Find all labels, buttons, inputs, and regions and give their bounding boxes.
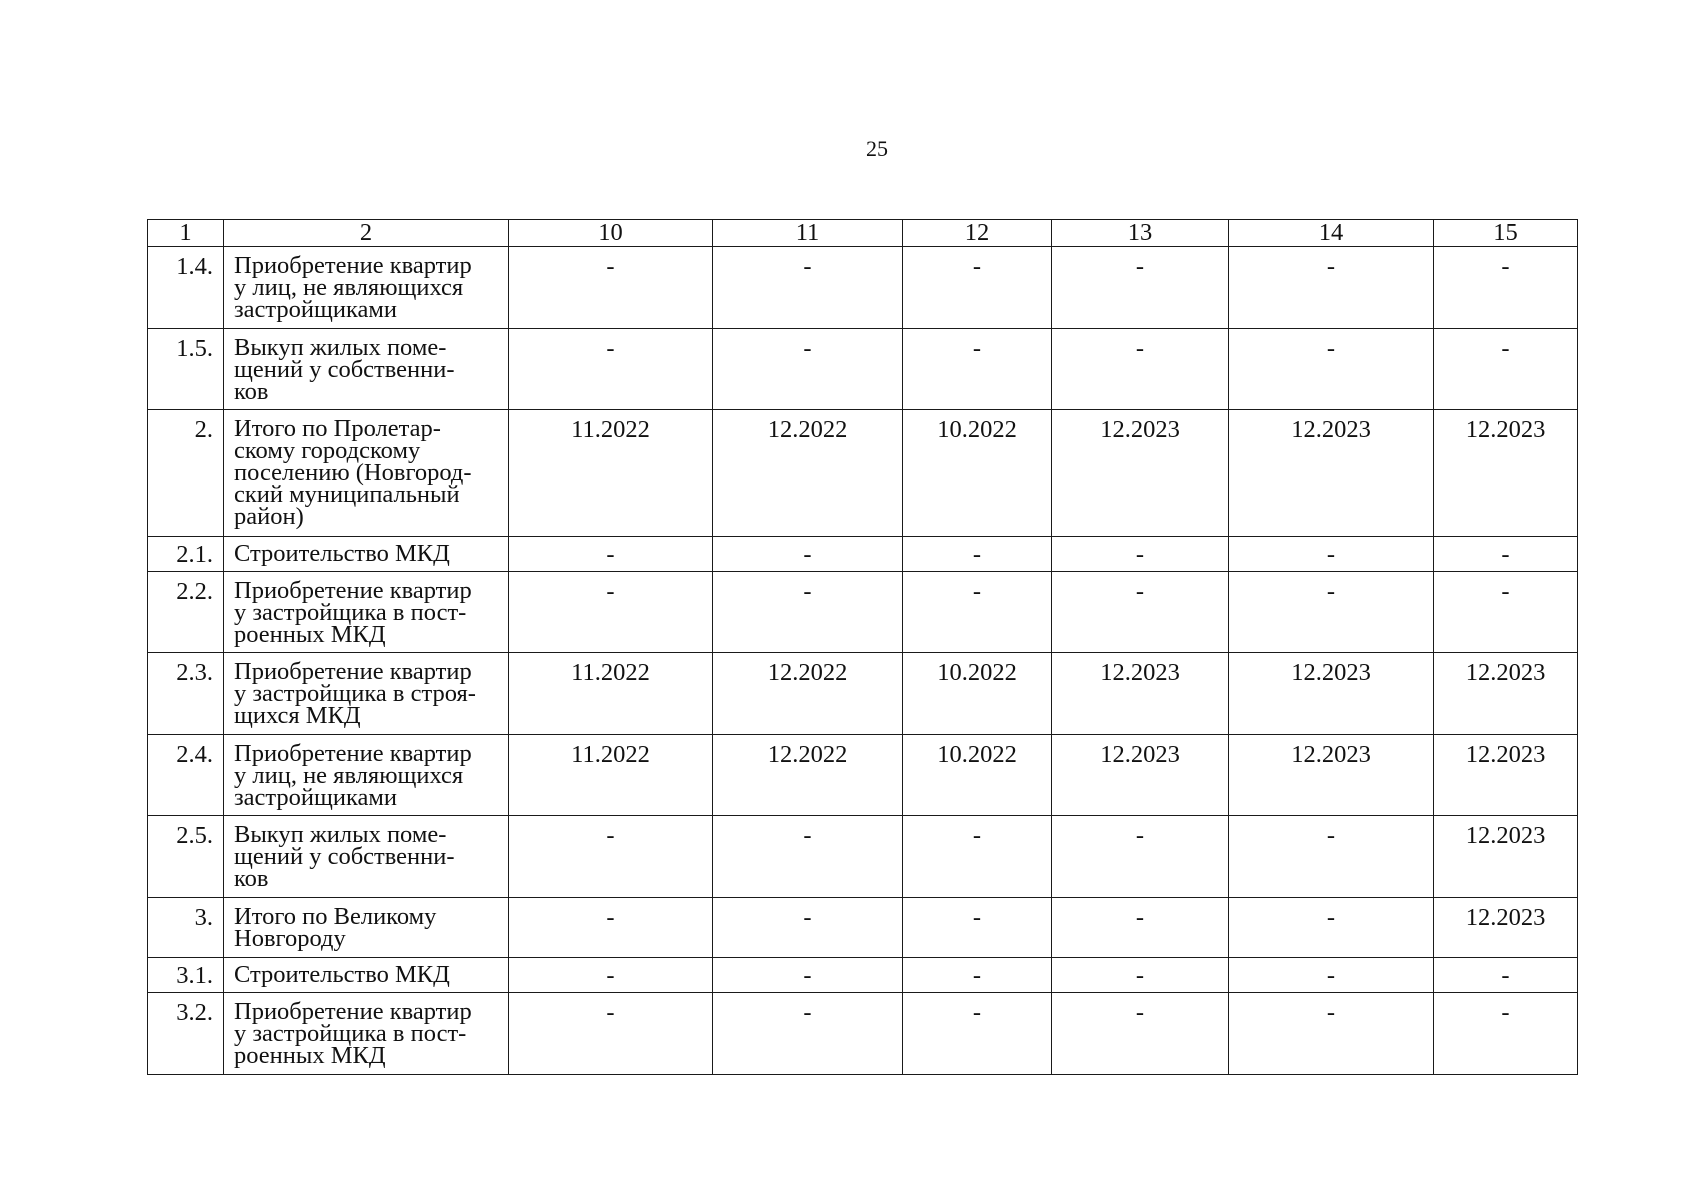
value-cell: 11.2022 — [509, 735, 713, 816]
row-number: 1.5. — [148, 329, 224, 410]
value-cell: - — [1434, 993, 1578, 1075]
value-cell: - — [1052, 247, 1229, 329]
table-row — [148, 329, 1578, 410]
value-cell: - — [1052, 329, 1229, 410]
value-cell: 12.2022 — [713, 410, 903, 537]
value-cell: - — [903, 247, 1052, 329]
row-name — [224, 735, 509, 816]
table-row — [148, 572, 1578, 653]
row-name — [224, 958, 509, 993]
value-cell: 10.2022 — [903, 735, 1052, 816]
header-cell: 13 — [1052, 220, 1229, 247]
value-cell: - — [903, 958, 1052, 993]
table-row — [148, 816, 1578, 898]
row-name-line: Новгороду — [234, 925, 346, 952]
value-cell: - — [713, 993, 903, 1075]
value-cell: - — [903, 329, 1052, 410]
table-row — [148, 958, 1578, 993]
row-name-line: скому городскому — [234, 437, 421, 464]
value-cell: - — [509, 329, 713, 410]
value-cell: 12.2023 — [1052, 735, 1229, 816]
row-name-line: Выкуп жилых поме- — [234, 334, 447, 361]
value-cell: - — [903, 898, 1052, 958]
value-cell: - — [713, 816, 903, 898]
row-name-line: район) — [234, 503, 304, 530]
row-name-line: Приобретение квартир — [234, 740, 472, 767]
row-name-line: у застройщика в пост- — [234, 599, 467, 626]
value-cell: 10.2022 — [903, 410, 1052, 537]
row-name-line: щений у собственни- — [234, 356, 455, 383]
value-cell: - — [903, 572, 1052, 653]
table-row — [148, 898, 1578, 958]
value-cell: - — [713, 898, 903, 958]
value-cell: - — [713, 247, 903, 329]
row-name-line: щихся МКД — [234, 702, 361, 729]
table-row — [148, 735, 1578, 816]
row-name-line: роенных МКД — [234, 1042, 386, 1069]
value-cell: - — [1229, 537, 1434, 572]
value-cell: 12.2023 — [1052, 410, 1229, 537]
value-cell: 10.2022 — [903, 653, 1052, 735]
row-number: 2.2. — [148, 572, 224, 653]
row-name — [224, 247, 509, 329]
row-number: 2.4. — [148, 735, 224, 816]
row-name-line: застройщиками — [234, 784, 398, 811]
table-row — [148, 993, 1578, 1075]
row-number: 2.1. — [148, 537, 224, 572]
value-cell: 12.2022 — [713, 653, 903, 735]
value-cell: - — [1052, 572, 1229, 653]
value-cell: 12.2023 — [1434, 410, 1578, 537]
row-name-line: Приобретение квартир — [234, 577, 472, 604]
row-name — [224, 653, 509, 735]
value-cell: - — [1434, 247, 1578, 329]
value-cell: - — [1434, 537, 1578, 572]
row-number: 3. — [148, 898, 224, 958]
row-name-line: Приобретение квартир — [234, 998, 472, 1025]
value-cell: 11.2022 — [509, 653, 713, 735]
value-cell: 12.2023 — [1052, 653, 1229, 735]
header-cell: 10 — [509, 220, 713, 247]
page-number: 25 — [866, 136, 888, 161]
row-name-line: роенных МКД — [234, 621, 386, 648]
value-cell: - — [1229, 247, 1434, 329]
row-name-line: Выкуп жилых поме- — [234, 821, 447, 848]
row-name-line: щений у собственни- — [234, 843, 455, 870]
value-cell: 11.2022 — [509, 410, 713, 537]
table-header-row — [148, 220, 1578, 247]
row-name-line: ков — [234, 378, 269, 405]
table-row — [148, 537, 1578, 572]
row-name-line: застройщиками — [234, 296, 398, 323]
value-cell: 12.2023 — [1434, 735, 1578, 816]
value-cell: - — [1052, 537, 1229, 572]
row-name — [224, 410, 509, 537]
value-cell: - — [1229, 329, 1434, 410]
value-cell: - — [713, 537, 903, 572]
row-name-line: Приобретение квартир — [234, 658, 472, 685]
value-cell: - — [509, 993, 713, 1075]
value-cell: 12.2023 — [1229, 410, 1434, 537]
row-number: 2.3. — [148, 653, 224, 735]
row-number: 2. — [148, 410, 224, 537]
header-cell: 2 — [224, 220, 509, 247]
value-cell: - — [903, 537, 1052, 572]
row-name — [224, 572, 509, 653]
table-row — [148, 410, 1578, 537]
value-cell: - — [1229, 993, 1434, 1075]
row-name-line: у застройщика в пост- — [234, 1020, 467, 1047]
value-cell: - — [1229, 572, 1434, 653]
value-cell: - — [1229, 898, 1434, 958]
row-number: 3.2. — [148, 993, 224, 1075]
value-cell: - — [1052, 898, 1229, 958]
row-name-line: ков — [234, 865, 269, 892]
header-cell: 14 — [1229, 220, 1434, 247]
value-cell: - — [1052, 816, 1229, 898]
row-name-line: у лиц, не являющихся — [234, 274, 464, 301]
value-cell: 12.2023 — [1434, 653, 1578, 735]
row-name-line: Итого по Великому — [234, 903, 437, 930]
value-cell: 12.2022 — [713, 735, 903, 816]
value-cell: - — [509, 537, 713, 572]
value-cell: - — [509, 572, 713, 653]
row-number: 1.4. — [148, 247, 224, 329]
table-row — [148, 247, 1578, 329]
row-name-line: Строительство МКД — [234, 540, 450, 567]
value-cell: - — [509, 247, 713, 329]
header-cell: 11 — [713, 220, 903, 247]
row-name — [224, 816, 509, 898]
value-cell: - — [509, 816, 713, 898]
row-number: 3.1. — [148, 958, 224, 993]
row-name-line: Приобретение квартир — [234, 252, 472, 279]
value-cell: - — [1434, 572, 1578, 653]
value-cell: - — [1229, 958, 1434, 993]
row-name — [224, 898, 509, 958]
row-name — [224, 329, 509, 410]
schedule-table — [147, 219, 1578, 1075]
header-cell: 15 — [1434, 220, 1578, 247]
row-name-line: Строительство МКД — [234, 961, 450, 988]
header-cell: 12 — [903, 220, 1052, 247]
value-cell: - — [713, 572, 903, 653]
value-cell: - — [1229, 816, 1434, 898]
value-cell: - — [1434, 958, 1578, 993]
value-cell: 12.2023 — [1434, 898, 1578, 958]
value-cell: - — [1052, 993, 1229, 1075]
row-name-line: у лиц, не являющихся — [234, 762, 464, 789]
value-cell: 12.2023 — [1229, 653, 1434, 735]
row-name — [224, 993, 509, 1075]
row-name-line: поселению (Новгород- — [234, 459, 472, 486]
value-cell: - — [1052, 958, 1229, 993]
value-cell: - — [509, 958, 713, 993]
value-cell: - — [903, 993, 1052, 1075]
header-cell: 1 — [148, 220, 224, 247]
row-name-line: у застройщика в строя- — [234, 680, 476, 707]
row-name-line: ский муниципальный — [234, 481, 460, 508]
value-cell: - — [509, 898, 713, 958]
value-cell: - — [713, 958, 903, 993]
value-cell: 12.2023 — [1434, 816, 1578, 898]
row-name-line: Итого по Пролетар- — [234, 415, 441, 442]
value-cell: 12.2023 — [1229, 735, 1434, 816]
table-row — [148, 653, 1578, 735]
table-body — [148, 247, 1578, 1075]
row-number: 2.5. — [148, 816, 224, 898]
value-cell: - — [903, 816, 1052, 898]
row-name — [224, 537, 509, 572]
value-cell: - — [713, 329, 903, 410]
value-cell: - — [1434, 329, 1578, 410]
